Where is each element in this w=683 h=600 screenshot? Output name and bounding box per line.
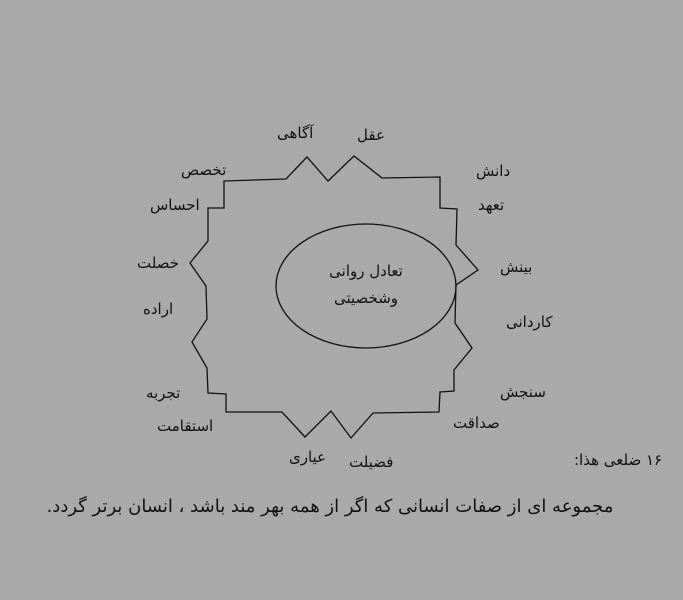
label-esteghamat: استقامت bbox=[157, 417, 214, 435]
label-kardani: کاردانی bbox=[506, 313, 553, 331]
center-ellipse bbox=[276, 224, 456, 348]
label-danesh: دانش bbox=[476, 162, 511, 180]
center-title-line2: وشخصیتی bbox=[333, 289, 399, 307]
label-erade: اراده bbox=[143, 300, 174, 318]
label-fazilat: فضیلت bbox=[349, 453, 394, 471]
label-khaslat: خصلت bbox=[137, 254, 179, 272]
hexadecagon-note: ۱۶ ضلعی هذا: bbox=[574, 451, 663, 469]
label-binesh: بینش bbox=[500, 258, 533, 276]
label-sanjesh: سنجش bbox=[500, 383, 546, 401]
label-tajrobe: تجربه bbox=[146, 384, 181, 402]
label-tahod: تعهد bbox=[478, 196, 505, 214]
label-takhasos: تخصص bbox=[181, 161, 227, 179]
label-agahi: آگاهی bbox=[277, 124, 314, 142]
center-title-line1: تعادل روانی bbox=[329, 262, 403, 280]
label-ehsas: احساس bbox=[150, 196, 200, 214]
label-ayari: عیاری bbox=[289, 448, 327, 466]
caption: مجموعه ای از صفات انسانی که اگر از همه بهر مند باشد ، انسان برتر گردد. bbox=[46, 496, 614, 517]
label-aql: عقل bbox=[357, 126, 385, 144]
label-sedaghat: صداقت bbox=[453, 414, 500, 432]
